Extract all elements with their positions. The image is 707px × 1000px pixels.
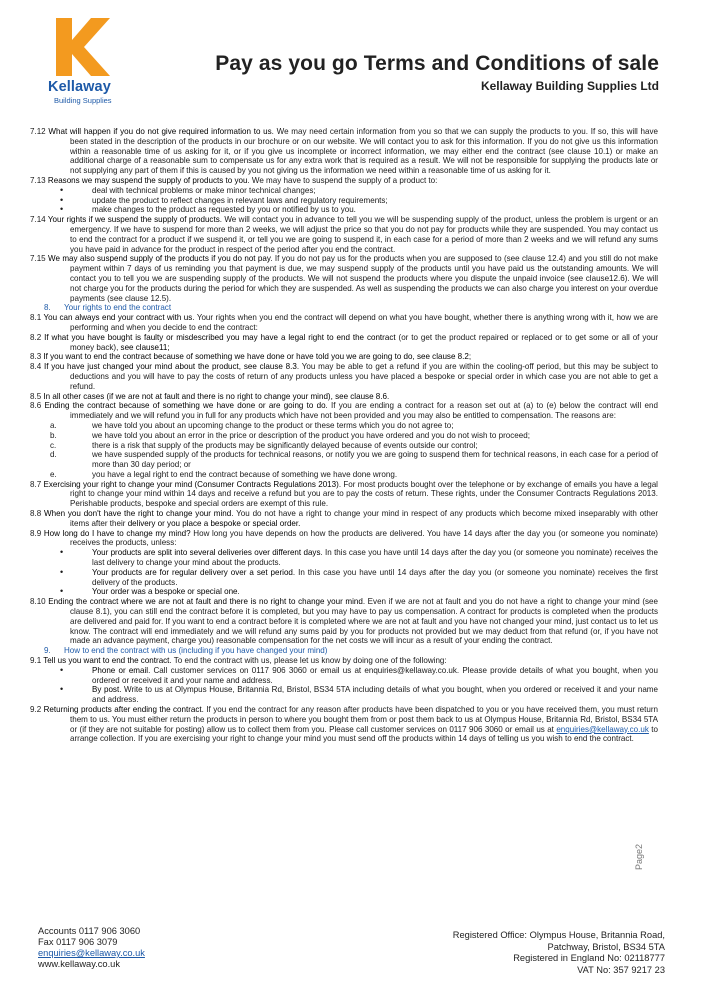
clause-8-7: 8.7 Exercising your right to change your mind (Consumer Contracts Regulations 2013). For most products bought over the telephone or by exchange of emails you have a legal right to change your mind within 14 days and receive a refund but you are to pay the costs of return. These rights, under the Consumer Contracts Regulations 2013. Perishable products, bespoke and special orders are exempt of this rule.: [30, 479, 658, 509]
footer-accounts: Accounts 0117 906 3060: [38, 926, 141, 936]
clause-9-1: 9.1 Tell us you want to end the contract. To end the contract with us, please let us know by doing one of the following:: [30, 656, 447, 666]
document-subtitle: Kellaway Building Supplies Ltd: [480, 79, 659, 93]
clause-8-1: 8.1 You can always end your contract with us. Your rights when you end the contract will depend on what you have bought, whether there is anything wrong with it, how we are performing and when you decide to end the contract:: [30, 313, 659, 332]
footer-registered-office: Registered Office: Olympus House, Britannia Road, Patchway, Bristol, BS34 5TA Registered in England No: 02118777 VAT No: 357 9217 23: [452, 930, 665, 975]
list-item: e. you have a legal right to end the contract because of something we have done wrong.: [50, 469, 398, 479]
email-link[interactable]: enquiries@kellaway.co.uk: [556, 724, 649, 734]
clause-7-12: 7.12 What will happen if you do not give required information to us. We may need certain information from you so that we can supply the products to you. If so, this will have been stated in the description of the products in our brochure or on our website. We will contact you to ask for this information. If you do not give us this information within a reasonable time of us asking for it, or if you give us incomplete or incorrect information, we may either end the contract (see clause 10.1) or make an additional charge of a reasonable sum to compensate us for any extra work that is required as a result. We will not be responsible for supplying the products late or not supplying any part of them if this is caused by you not giving us the information we need within a reasonable time of us asking for it.: [30, 127, 658, 176]
footer-email-link[interactable]: enquiries@kellaway.co.uk: [38, 948, 145, 958]
footer-contact: [38, 926, 145, 970]
clause-8-2: 8.2 If what you have bought is faulty or misdescribed you may have a legal right to end the contract (or to get the product repaired or replaced or to get some or all of your money back), see clause11;: [30, 332, 658, 352]
list-item: • make changes to the product as requested by you or notified by us to you.: [60, 204, 356, 215]
footer-fax: Fax 0117 906 3079: [38, 937, 118, 947]
clause-8-9: 8.9 How long do I have to change my mind? How long you have depends on how the products are delivered. You have 14 days after the day you (or someone you nominate) receives the products, unless:: [30, 528, 658, 548]
clause-7-15: 7.15 We may also suspend supply of the products if you do not pay. If you do not pay us for the products when you are supposed to (see clause 12.4) and you still do not make payment within 7 days of us reminding you that payment is due, we may suspend supply of the products until you have paid us the outstanding amounts. We will contact you to tell you we are suspending supply of the products. We will not suspend the products where you dispute the unpaid invoice (see clause12.6). We will not charge you for the products during the period for which they are suspended. As well as suspending the products we can also charge you interest on your overdue payments (see clause 12.5).: [30, 254, 658, 303]
section-heading-9: 9. How to end the contract with us (including if you have changed your mind): [44, 646, 328, 656]
terms-content: [30, 127, 658, 744]
list-item: • Your order was a bespoke or special one.: [60, 586, 240, 597]
clause-7-13: 7.13 Reasons we may suspend the supply of products to you. We may have to suspend the supply of a product to:: [30, 175, 438, 185]
footer-website[interactable]: www.kellaway.co.uk: [38, 959, 120, 969]
list-item: • By post. Write to us at Olympus House, Britannia Rd, Bristol, BS34 5TA including details of what you bought, when you ordered or received it and your name and address.: [60, 684, 658, 705]
list-item: • deal with technical problems or make minor technical changes;: [60, 184, 316, 195]
list-item: • Phone or email. Call customer services on 0117 906 3060 or email us at enquiries@kellaway.co.uk. Please provide details of what you bought, when you ordered or received it and your name and address.: [60, 664, 658, 685]
clause-8-4: 8.4 If you have just changed your mind about the product, see clause 8.3. You may be able to get a refund if you are within the cooling-off period, but this may be subject to deductions and you will have to pay the costs of return of any products unless you have placed a bespoke or special order in which case you are not able to get a refund.: [30, 362, 658, 391]
clause-9-2: 9.2 Returning products after ending the contract. If you end the contract for any reason after products have been dispatched to you or you have received them, you must return them to us. You must either return the products in person to where you bought them from or post them back to us at Olympus House, Britannia Rd, Bristol, BS34 5TA or (if they are not suitable for posting) allow us to collect them from you. Please call customer services on 0117 906 3060 or email us at enquiries@kellaway.co.uk to arrange collection. If you are exercising your right to change your mind you must send off the products within 14 days of telling us you wish to end the contract.: [30, 705, 658, 744]
clause-8-3: 8.3 If you want to end the contract because of something we have done or have told you we are going to do, see clause 8.2;: [30, 352, 472, 362]
k-logo-icon: [46, 16, 112, 78]
clause-8-5: 8.5 In all other cases (if we are not at fault and there is no right to change your mind), see clause 8.6.: [30, 391, 390, 401]
list-item: • update the product to reflect changes in relevant laws and regulatory requirements;: [60, 194, 388, 205]
list-item: d. we have suspended supply of the products for technical reasons, or notify you we are going to suspend them for technical reasons, in each case for a period of more than 30 day period; or: [50, 450, 658, 470]
clause-8-6: 8.6 Ending the contract because of something we have done or are going to do. If you are ending a contract for a reason set out at (a) to (e) below the contract will end immediately and we will refund you in full for any products which have not been provided and you may also be entitled to compensation. The reasons are:: [30, 401, 658, 421]
section-heading-8: 8. Your rights to end the contract: [44, 303, 172, 313]
list-item: a. we have told you about an upcoming change to the product or these terms which you do not agree to;: [50, 420, 454, 430]
logo-name: Kellaway: [48, 79, 111, 95]
clause-8-8: 8.8 When you don't have the right to change your mind. You do not have a right to change your mind in respect of any products which become mixed inseparably with other items after their delivery or you place a bespoke or special order.: [30, 509, 658, 528]
document-title: Pay as you go Terms and Conditions of sale: [215, 52, 659, 75]
list-item: b. we have told you about an error in the price or description of the product you have ordered and you do not wish to proceed;: [50, 430, 530, 440]
list-item: • Your products are split into several deliveries over different days. In this case you have until 14 days after the day you (or someone you nominate) receives the last delivery to change your mind about the products.: [60, 547, 658, 568]
clause-7-14: 7.14 Your rights if we suspend the supply of products. We will contact you in advance to tell you we will be suspending supply of the product, unless the problem is urgent or an emergency. If we have to suspend for more than 2 weeks, we will adjust the price so that you do not pay for products while they are suspended. You may contact us to end the contract for a product if we suspend it, or tell you we are going to suspend it, in each case for a period of more than 2 weeks and we will refund any sums you have paid in advance for the product in respect of the period after you end the contract.: [30, 215, 658, 254]
list-item: • Your products are for regular delivery over a set period. In this case you have until 14 days after the day you (or someone you nominate) receives the first delivery of the products.: [60, 566, 659, 587]
clause-8-10: 8.10 Ending the contract where we are not at fault and there is no right to change your mind. Even if we are not at fault and you do not have a right to change your mind (see clause 8.1), you can still end the contract before it is completed, but you may have to pay us compensation. A contract for products is completed when the products are delivered and paid for. If you want to end a contract before it is completed where we are not at fault and you have not changed your mind, just contact us to let us know. The contract will end immediately and we will refund any sums paid by you for products not provided but we may deduct from that refund (or, if you have not made an advance payment, charge you) reasonable compensation for the net costs we will incur as a result of your ending the contract.: [30, 597, 658, 646]
kellaway-logo: [46, 16, 130, 105]
logo-tagline: Building Supplies: [54, 96, 112, 105]
page-number: Page2: [634, 843, 644, 870]
list-item: c. there is a risk that supply of the products may be significantly delayed because of events outside our control;: [50, 440, 478, 450]
